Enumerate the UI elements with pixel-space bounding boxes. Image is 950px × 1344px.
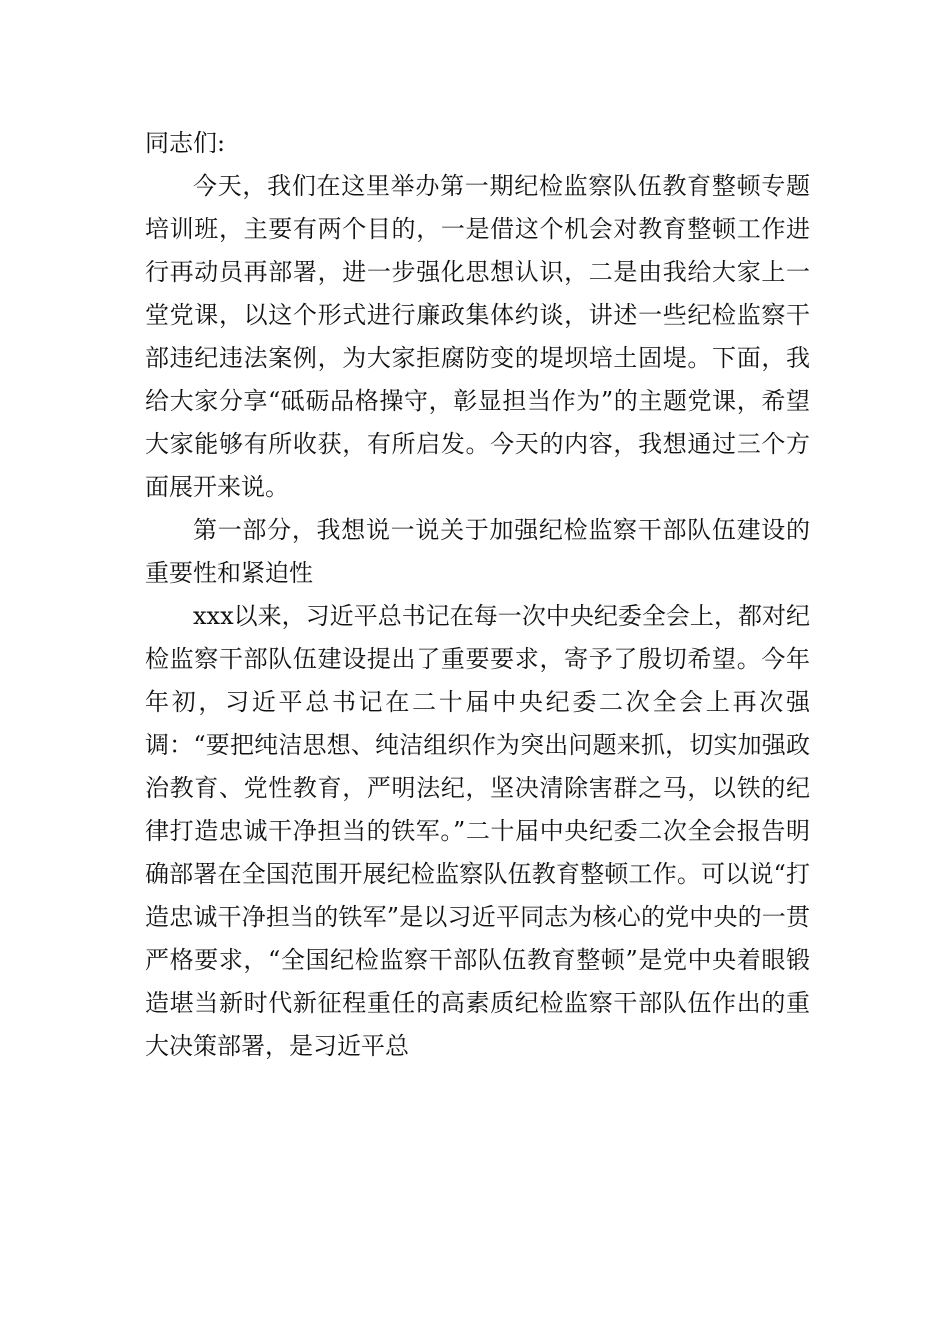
section-heading-part-one: 第一部分，我想说一说关于加强纪检监察干部队伍建设的重要性和紧迫性	[145, 516, 810, 587]
document-body	[145, 122, 810, 1068]
paragraph-importance: xxx以来，习近平总书记在每一次中央纪委全会上，都对纪检监察干部队伍建设提出了重要要求，寄予了殷切希望。今年年初，习近平总书记在二十届中央纪委二次全会上再次强调：“要把纯洁思想、纯洁组织作为突出问题来抓，切实加强政治教育、党性教育，严明法纪，坚决清除害群之马，以铁的纪律打造忠诚干净担当的铁军。”二十届中央纪委二次全会报告明确部署在全国范围开展纪检监察队伍教育整顿工作。可以说“打造忠诚干净担当的铁军”是以习近平同志为核心的党中央的一贯严格要求，“全国纪检监察干部队伍教育整顿”是党中央着眼锻造堪当新时代新征程重任的高素质纪检监察干部队伍作出的重大决策部署，是习近平总	[145, 602, 810, 1060]
paragraph-intro: 今天，我们在这里举办第一期纪检监察队伍教育整顿专题培训班，主要有两个目的，一是借这个机会对教育整顿工作进行再动员再部署，进一步强化思想认识，二是由我给大家上一堂党课，以这个形式进行廉政集体约谈，讲述一些纪检监察干部违纪违法案例，为大家拒腐防变的堤坝培土固堤。下面，我给大家分享“砥砺品格操守，彰显担当作为”的主题党课，希望大家能够有所收获，有所启发。今天的内容，我想通过三个方面展开来说。	[145, 172, 810, 501]
salutation: 同志们:	[145, 129, 226, 157]
